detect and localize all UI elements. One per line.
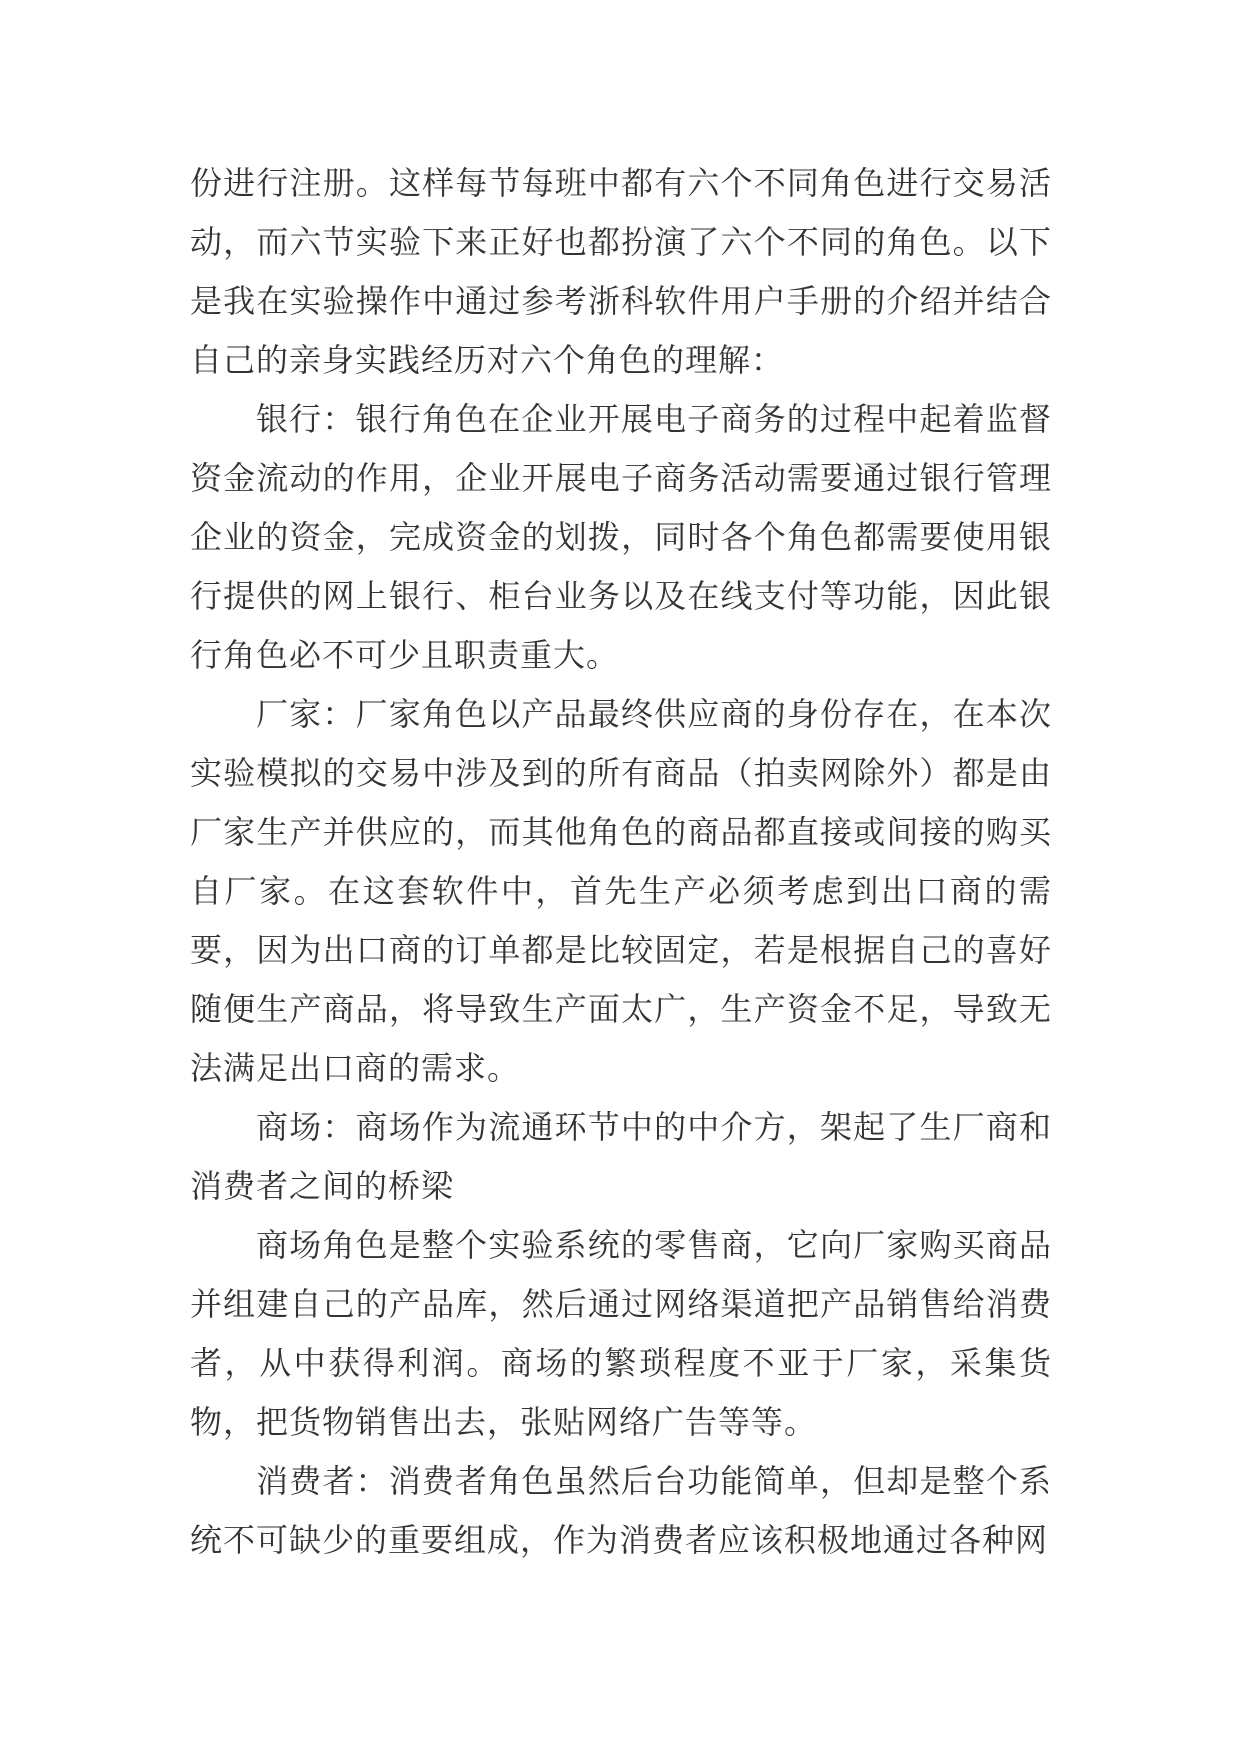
document-body (190, 154, 1052, 1570)
paragraph-consumer: 消费者：消费者角色虽然后台功能简单，但却是整个系统不可缺少的重要组成，作为消费者应该积极地通过各种网 (190, 1462, 1052, 1559)
paragraph-continued-intro: 份进行注册。这样每节每班中都有六个不同角色进行交易活动，而六节实验下来正好也都扮演了六个不同的角色。以下是我在实验操作中通过参考浙科软件用户手册的介绍并结合自己的亲身实践经历对六个角色的理解： (190, 164, 1052, 379)
paragraph-mall-role: 商场角色是整个实验系统的零售商，它向厂家购买商品并组建自己的产品库，然后通过网络渠道把产品销售给消费者，从中获得利润。商场的繁琐程度不亚于厂家，采集货物，把货物销售出去，张贴网络广告等等。 (190, 1226, 1052, 1441)
paragraph-mall: 商场：商场作为流通环节中的中介方，架起了生厂商和消费者之间的桥梁 (190, 1108, 1052, 1205)
paragraph-bank: 银行：银行角色在企业开展电子商务的过程中起着监督资金流动的作用，企业开展电子商务活动需要通过银行管理企业的资金，完成资金的划拨，同时各个角色都需要使用银行提供的网上银行、柜台业务以及在线支付等功能，因此银行角色必不可少且职责重大。 (190, 400, 1052, 674)
paragraph-manufacturer: 厂家：厂家角色以产品最终供应商的身份存在，在本次实验模拟的交易中涉及到的所有商品（拍卖网除外）都是由厂家生产并供应的，而其他角色的商品都直接或间接的购买自厂家。在这套软件中，首先生产必须考虑到出口商的需要，因为出口商的订单都是比较固定，若是根据自己的喜好随便生产商品，将导致生产面太广，生产资金不足，导致无法满足出口商的需求。 (190, 695, 1052, 1087)
